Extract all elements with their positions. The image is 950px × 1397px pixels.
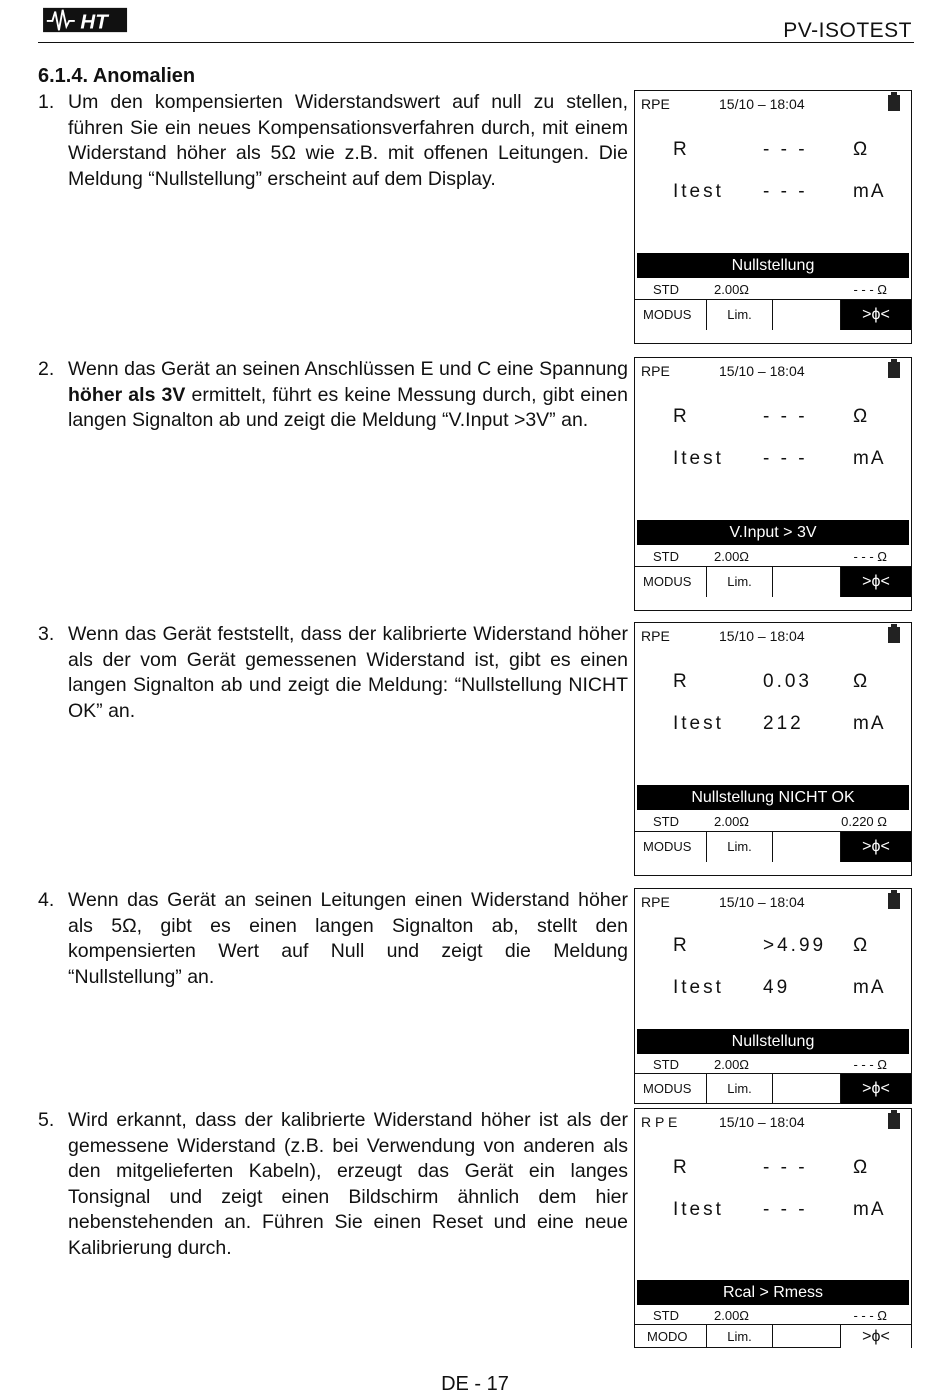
current-value: - - - Ω	[853, 282, 887, 297]
page-header	[38, 4, 914, 43]
softkey-empty[interactable]	[773, 300, 841, 330]
current-value: - - - Ω	[853, 1057, 887, 1072]
limit-value: 2.00Ω	[714, 282, 750, 297]
datetime: 15/10 – 18:04	[719, 628, 805, 644]
instrument-screen	[634, 357, 912, 611]
std-label: STD	[653, 549, 679, 564]
std-label: STD	[653, 1057, 679, 1072]
datetime: 15/10 – 18:04	[719, 894, 805, 910]
r-label: R	[673, 406, 690, 427]
mode-label: RPE	[641, 96, 670, 112]
itest-label: Itest	[673, 448, 724, 469]
r-value: - - -	[763, 1157, 808, 1178]
current-value: - - - Ω	[853, 549, 887, 564]
limit-value: 2.00Ω	[714, 814, 750, 829]
itest-label: Itest	[673, 713, 724, 734]
r-unit: Ω	[853, 671, 870, 692]
itest-label: Itest	[673, 977, 724, 998]
message-bar: Rcal > Rmess	[637, 1280, 909, 1305]
battery-icon	[888, 893, 900, 909]
item-number: 5.	[38, 1109, 55, 1131]
message-bar: V.Input > 3V	[637, 520, 909, 545]
std-label: STD	[653, 282, 679, 297]
list-item	[38, 357, 628, 434]
itest-unit: mA	[853, 977, 886, 998]
instrument-screen	[634, 622, 912, 876]
r-value: - - -	[763, 139, 808, 160]
itest-unit: mA	[853, 1199, 886, 1220]
item-text: Wenn das Gerät an seinen Anschlüssen E und C eine Spannung höher als 3V ermittelt, führt es keine Messung durch, gibt einen langen Signalton ab und zeigt die Meldung “V.Input >3V” an.	[68, 358, 628, 431]
battery-icon	[888, 362, 900, 378]
r-value: >4.99	[763, 935, 827, 956]
softkey-limit[interactable]: Lim.	[707, 567, 773, 597]
message-bar: Nullstellung NICHT OK	[637, 785, 909, 810]
datetime: 15/10 – 18:04	[719, 96, 805, 112]
item-number: 2.	[38, 358, 55, 380]
page-number: DE - 17	[441, 1373, 509, 1395]
softkey-empty[interactable]	[773, 567, 841, 597]
r-label: R	[673, 935, 690, 956]
itest-value: - - -	[763, 181, 808, 202]
itest-label: Itest	[673, 1199, 724, 1220]
softkey-zero[interactable]: >ϕ<	[841, 1325, 911, 1348]
r-unit: Ω	[853, 139, 870, 160]
softkey-mode[interactable]: MODUS	[635, 1074, 707, 1104]
item-number: 3.	[38, 623, 55, 645]
std-label: STD	[653, 814, 679, 829]
softkey-zero[interactable]: >ϕ<	[841, 1074, 911, 1104]
item-number: 4.	[38, 889, 55, 911]
current-value: 0.220 Ω	[841, 814, 887, 829]
item-text: Wenn das Gerät an seinen Leitungen einen Widerstand höher als 5Ω, gibt es einen langen Signalton ab, stellt den kompensierten Wert auf Null und zeigt die Meldung “Nullstellung” an.	[68, 889, 628, 988]
message-bar: Nullstellung	[637, 253, 909, 278]
r-unit: Ω	[853, 935, 870, 956]
section-title: 6.1.4. Anomalien	[38, 65, 196, 87]
instrument-screen	[634, 90, 912, 344]
instrument-screen	[634, 1108, 912, 1348]
datetime: 15/10 – 18:04	[719, 1114, 805, 1130]
limit-value: 2.00Ω	[714, 1057, 750, 1072]
r-label: R	[673, 139, 690, 160]
svg-text:HT: HT	[80, 10, 108, 34]
item-number: 1.	[38, 91, 55, 113]
mode-label: RPE	[641, 363, 670, 379]
softkey-mode[interactable]: MODUS	[635, 300, 707, 330]
battery-icon	[888, 627, 900, 643]
item-text: Um den kompensierten Widerstandswert auf null zu stellen, führen Sie ein neues Kompensationsverfahren durch, mit einem Widerstand höher als 5Ω wie z.B. mit offenen Leitungen. Die Meldung “Nullstellung” erscheint auf dem Display.	[68, 91, 628, 190]
r-value: - - -	[763, 406, 808, 427]
softkey-empty[interactable]	[773, 1325, 841, 1348]
r-unit: Ω	[853, 406, 870, 427]
itest-unit: mA	[853, 448, 886, 469]
limit-value: 2.00Ω	[714, 549, 750, 564]
r-value: 0.03	[763, 671, 812, 692]
r-label: R	[673, 1157, 690, 1178]
list-item	[38, 90, 628, 192]
softkey-mode[interactable]: MODUS	[635, 832, 707, 862]
softkey-limit[interactable]: Lim.	[707, 300, 773, 330]
softkey-empty[interactable]	[773, 1074, 841, 1104]
item-text: Wenn das Gerät feststellt, dass der kalibrierte Widerstand höher als der vom Gerät gemessenen Widerstand ist, gibt es einen langen Signalton ab und zeigt die Meldung: “Nullstellung NICHT OK” an.	[68, 623, 628, 722]
document-title: PV-ISOTEST	[783, 19, 912, 42]
instrument-screen	[634, 888, 912, 1104]
itest-value: - - -	[763, 448, 808, 469]
std-label: STD	[653, 1308, 679, 1323]
mode-label: RPE	[641, 628, 670, 644]
limit-value: 2.00Ω	[714, 1308, 750, 1323]
softkey-zero[interactable]: >ϕ<	[841, 567, 911, 597]
mode-label: RPE	[641, 894, 670, 910]
r-label: R	[673, 671, 690, 692]
r-unit: Ω	[853, 1157, 870, 1178]
itest-unit: mA	[853, 181, 886, 202]
itest-label: Itest	[673, 181, 724, 202]
datetime: 15/10 – 18:04	[719, 363, 805, 379]
mode-label: R P E	[641, 1114, 678, 1130]
softkey-limit[interactable]: Lim.	[707, 1074, 773, 1104]
softkey-zero[interactable]: >ϕ<	[841, 832, 911, 862]
itest-unit: mA	[853, 713, 886, 734]
softkey-mode[interactable]: MODUS	[635, 567, 707, 597]
list-item	[38, 888, 628, 990]
itest-value: - - -	[763, 1199, 808, 1220]
softkey-limit[interactable]: Lim.	[707, 1325, 773, 1348]
softkey-zero[interactable]: >ϕ<	[841, 300, 911, 330]
ht-logo-icon	[40, 6, 132, 34]
list-item	[38, 1108, 628, 1261]
message-bar: Nullstellung	[637, 1029, 909, 1054]
battery-icon	[888, 1113, 900, 1129]
softkey-mode[interactable]: MODO	[635, 1325, 707, 1348]
softkey-empty[interactable]	[773, 832, 841, 862]
softkey-limit[interactable]: Lim.	[707, 832, 773, 862]
current-value: - - - Ω	[853, 1308, 887, 1323]
itest-value: 49	[763, 977, 791, 998]
itest-value: 212	[763, 713, 804, 734]
list-item	[38, 622, 628, 724]
battery-icon	[888, 95, 900, 111]
item-text: Wird erkannt, dass der kalibrierte Widerstand höher ist als der gemessene Widerstand (z.B. bei Verwendung von anderen als den mitgelieferten Kabeln), erzeugt das Gerät ein langes Tonsignal und zeigt einen Bildschirm ähnlich dem hier nebenstehenden an. Führen Sie einen Reset und eine neue Kalibrierung durch.	[68, 1109, 628, 1259]
